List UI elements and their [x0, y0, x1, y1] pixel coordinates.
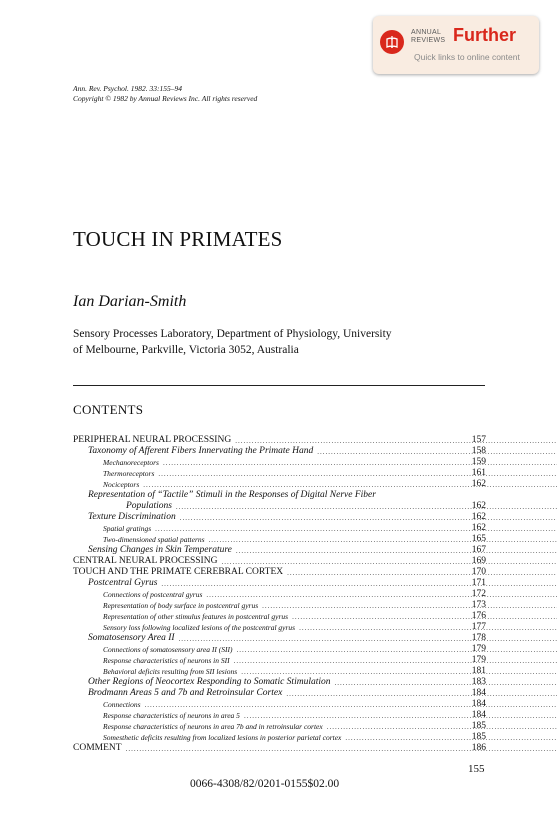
- toc-entry-label: Behavioral deficits resulting from SII lesions: [103, 667, 238, 676]
- toc-entry-label: Brodmann Areas 5 and 7b and Retroinsular Cortex: [88, 688, 283, 698]
- toc-leader-dots: [241, 668, 557, 677]
- toc-entry[interactable]: [73, 644, 486, 655]
- toc-entry-page: 185: [471, 721, 486, 731]
- toc-entry-label: Two-dimensioned spatial patterns: [103, 535, 205, 544]
- toc-entry-label: Thermoreceptors: [103, 469, 155, 478]
- toc-entry-page: 186: [471, 743, 486, 753]
- journal-citation: [73, 84, 257, 104]
- toc-leader-dots: [126, 745, 557, 754]
- toc-entry-label: TOUCH AND THE PRIMATE CEREBRAL CORTEX: [73, 567, 284, 577]
- badge-further-label: Further: [453, 25, 516, 45]
- annual-reviews-further-badge[interactable]: [373, 16, 539, 74]
- toc-entry-page: 162: [471, 479, 486, 489]
- toc-leader-dots: [235, 437, 557, 446]
- table-of-contents: [73, 435, 486, 754]
- toc-entry-label-continued: Populations: [126, 501, 172, 511]
- toc-entry-page: 184: [471, 710, 486, 720]
- toc-entry-page: 184: [471, 699, 486, 709]
- toc-entry[interactable]: [73, 732, 486, 743]
- toc-entry-page: 167: [471, 545, 486, 555]
- toc-entry-label: PERIPHERAL NEURAL PROCESSING: [73, 435, 232, 445]
- toc-leader-dots: [179, 635, 557, 644]
- affiliation-line: of Melbourne, Parkville, Victoria 3052, Australia: [73, 344, 299, 356]
- contents-heading: CONTENTS: [73, 402, 144, 417]
- badge-subtitle: Quick links to online content: [414, 52, 520, 62]
- toc-entry-label: Postcentral Gyrus: [88, 578, 158, 588]
- toc-entry[interactable]: [73, 479, 486, 490]
- toc-leader-dots: [286, 690, 557, 699]
- toc-leader-dots: [206, 591, 557, 600]
- toc-entry[interactable]: [73, 578, 486, 589]
- toc-entry-page: 158: [471, 446, 486, 456]
- page-number: 155: [468, 763, 485, 775]
- toc-entry-label: Somesthetic deficits resulting from localized lesions in posterior parietal cortex: [103, 733, 342, 742]
- toc-entry[interactable]: [73, 589, 486, 600]
- toc-entry-page: 162: [471, 501, 486, 511]
- toc-leader-dots: [327, 723, 557, 732]
- toc-entry-page: 170: [471, 567, 486, 577]
- toc-leader-dots: [299, 624, 557, 633]
- toc-leader-dots: [345, 734, 557, 743]
- toc-entry-page: 184: [471, 688, 486, 698]
- toc-entry-page: 183: [471, 677, 486, 687]
- toc-entry-page: 169: [471, 556, 486, 566]
- toc-entry[interactable]: [73, 567, 486, 578]
- toc-entry-page: 171: [471, 578, 486, 588]
- affiliation-line: Sensory Processes Laboratory, Department of Physiology, University: [73, 328, 392, 340]
- toc-entry-label: Other Regions of Neocortex Responding to Somatic Stimulation: [88, 677, 331, 687]
- badge-annual-reviews-text: ANNUAL REVIEWS: [411, 29, 446, 44]
- toc-entry[interactable]: [73, 655, 486, 666]
- toc-leader-dots: [236, 547, 557, 556]
- toc-leader-dots: [292, 613, 557, 622]
- toc-entry-label: Nociceptors: [103, 480, 140, 489]
- author-affiliation: [73, 326, 493, 358]
- toc-entry[interactable]: [73, 534, 486, 545]
- toc-entry-label: Somatosensory Area II: [88, 633, 175, 643]
- toc-entry-label: Sensing Changes in Skin Temperature: [88, 545, 232, 555]
- price-code: 0066-4308/82/0201-0155$02.00: [190, 778, 340, 790]
- toc-entry-label: Sensory loss following localized lesions of the postcentral gyrus: [103, 623, 296, 632]
- toc-leader-dots: [176, 503, 557, 512]
- toc-entry-label: Mechanoreceptors: [103, 458, 159, 467]
- toc-leader-dots: [161, 580, 557, 589]
- toc-entry-page: 159: [471, 457, 486, 467]
- toc-entry-label: Connections: [103, 700, 141, 709]
- toc-entry-page: 176: [471, 611, 486, 621]
- toc-leader-dots: [262, 602, 557, 611]
- toc-entry-label: Connections of postcentral gyrus: [103, 590, 203, 599]
- toc-entry-label: Representation of body surface in postcentral gyrus: [103, 601, 259, 610]
- toc-entry[interactable]: [73, 556, 486, 567]
- toc-entry[interactable]: [73, 699, 486, 710]
- toc-entry[interactable]: [73, 666, 486, 677]
- toc-entry-label: Taxonomy of Afferent Fibers Innervating the Primate Hand: [88, 446, 314, 456]
- toc-leader-dots: [334, 679, 557, 688]
- toc-entry-label: Connections of somatosensory area II (SII): [103, 645, 233, 654]
- toc-entry[interactable]: [73, 611, 486, 622]
- article-title: TOUCH IN PRIMATES: [73, 227, 283, 251]
- toc-entry-label: Representation of other stimulus features in postcentral gyrus: [103, 612, 289, 621]
- toc-entry-page: 179: [471, 644, 486, 654]
- toc-entry-label: Texture Discrimination: [88, 512, 176, 522]
- toc-entry-page: 179: [471, 655, 486, 665]
- toc-entry[interactable]: [73, 523, 486, 534]
- toc-entry-page: 157: [471, 435, 486, 445]
- toc-entry-page: 177: [471, 622, 486, 632]
- toc-entry[interactable]: [73, 457, 486, 468]
- toc-leader-dots: [145, 701, 557, 710]
- toc-leader-dots: [158, 470, 557, 479]
- toc-entry[interactable]: [73, 710, 486, 721]
- copyright-line: Copyright © 1982 by Annual Reviews Inc. All rights reserved: [73, 94, 258, 103]
- toc-entry[interactable]: [73, 622, 486, 633]
- toc-entry-page: 172: [471, 589, 486, 599]
- toc-entry-label: Response characteristics of neurons in area 7b and in retroinsular cortex: [103, 722, 323, 731]
- toc-entry[interactable]: [73, 435, 486, 446]
- journal-citation-line: Ann. Rev. Psychol. 1982. 33:155–94: [73, 84, 183, 93]
- toc-leader-dots: [317, 448, 557, 457]
- toc-entry-page: 161: [471, 468, 486, 478]
- toc-leader-dots: [163, 459, 557, 468]
- author-name: Ian Darian-Smith: [73, 293, 187, 310]
- toc-entry[interactable]: [73, 721, 486, 732]
- toc-entry-page: 162: [471, 523, 486, 533]
- toc-entry-page: 181: [471, 666, 486, 676]
- toc-entry-page: 185: [471, 732, 486, 742]
- toc-entry-label: Response characteristics of neurons in SII: [103, 656, 230, 665]
- toc-entry[interactable]: [73, 600, 486, 611]
- toc-entry-label: Representation of “Tactile” Stimuli in the Responses of Digital Nerve Fiber: [88, 490, 376, 500]
- toc-leader-dots: [221, 558, 557, 567]
- toc-entry[interactable]: [73, 545, 486, 556]
- toc-entry[interactable]: [73, 688, 486, 699]
- toc-leader-dots: [155, 525, 557, 534]
- toc-entry-label: Response characteristics of neurons in area 5: [103, 711, 240, 720]
- toc-leader-dots: [234, 657, 557, 666]
- toc-entry[interactable]: [73, 512, 486, 523]
- toc-entry[interactable]: [73, 743, 486, 754]
- toc-entry-label: COMMENT: [73, 743, 122, 753]
- toc-leader-dots: [209, 536, 557, 545]
- toc-entry[interactable]: [73, 446, 486, 457]
- toc-leader-dots: [244, 712, 557, 721]
- toc-entry[interactable]: [73, 677, 486, 688]
- toc-entry-label: CENTRAL NEURAL PROCESSING: [73, 556, 218, 566]
- toc-entry-page: 162: [471, 512, 486, 522]
- toc-entry-page: 178: [471, 633, 486, 643]
- toc-leader-dots: [287, 569, 557, 578]
- toc-entry-page: 173: [471, 600, 486, 610]
- section-divider: [73, 385, 485, 386]
- toc-entry-label: Spatial gratings: [103, 524, 152, 533]
- toc-entry[interactable]: [73, 468, 486, 479]
- toc-leader-dots: [180, 514, 557, 523]
- toc-leader-dots: [143, 481, 557, 490]
- toc-leader-dots: [237, 646, 557, 655]
- toc-entry[interactable]: [73, 490, 486, 512]
- toc-entry-page: 165: [471, 534, 486, 544]
- toc-entry[interactable]: [73, 633, 486, 644]
- annual-reviews-logo-icon: [380, 30, 404, 54]
